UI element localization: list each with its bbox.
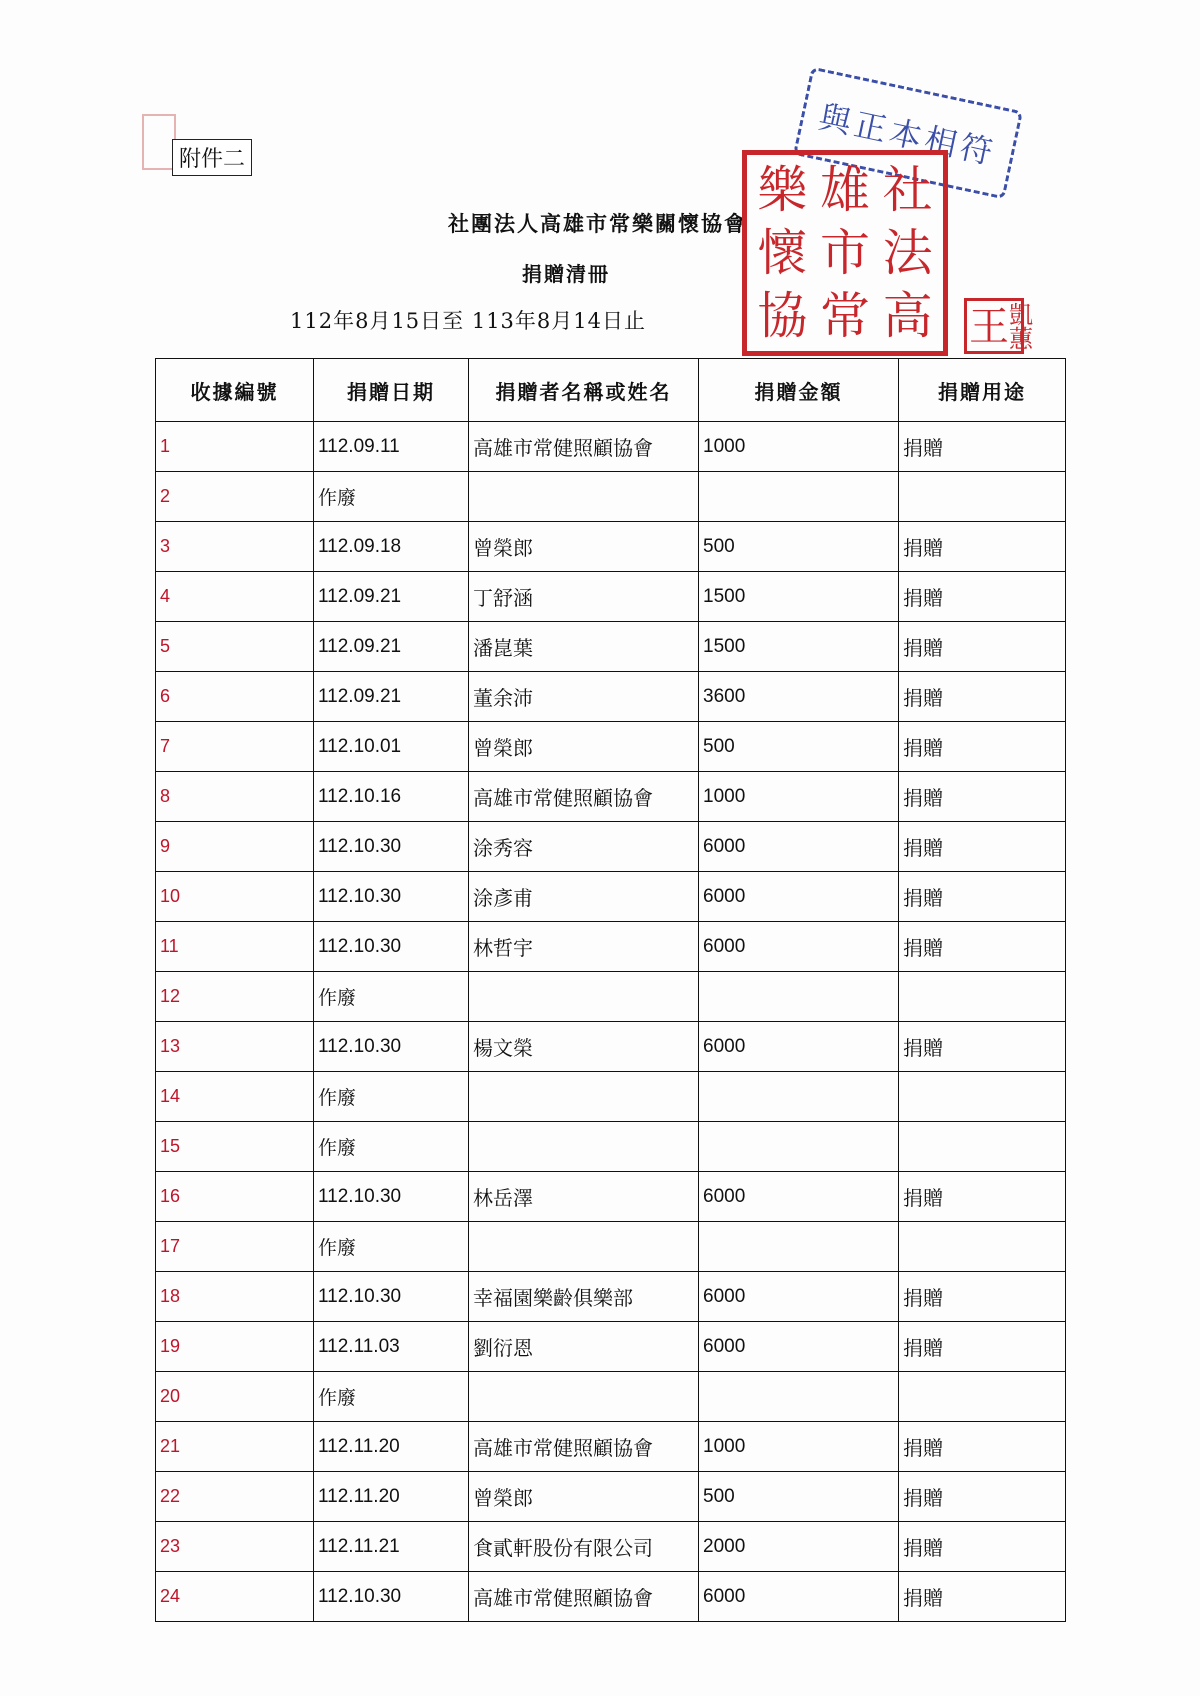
date-cell: 112.10.30 xyxy=(314,822,469,872)
document-title: 社團法人高雄市常樂關懷協會 xyxy=(448,211,747,236)
header-receipt-no: 收據編號 xyxy=(156,359,314,422)
table-row xyxy=(156,622,1066,672)
amount-cell: 1500 xyxy=(699,572,899,622)
purpose-cell: 捐贈 xyxy=(899,872,1066,922)
amount-cell: 6000 xyxy=(699,922,899,972)
certified-copy-stamp: 與正本相符 xyxy=(793,67,1023,200)
date-cell: 112.10.30 xyxy=(314,1272,469,1322)
date-cell: 作廢 xyxy=(314,472,469,522)
amount-cell: 1000 xyxy=(699,1422,899,1472)
purpose-cell: 捐贈 xyxy=(899,672,1066,722)
org-seal-char-0: 社 xyxy=(882,161,933,220)
donor-cell xyxy=(469,472,699,522)
purpose-cell: 捐贈 xyxy=(899,822,1066,872)
purpose-cell xyxy=(899,1072,1066,1122)
amount-cell: 6000 xyxy=(699,872,899,922)
purpose-cell: 捐贈 xyxy=(899,422,1066,472)
receipt-no-cell: 9 xyxy=(156,822,314,872)
name-seal-surname: 王 xyxy=(969,304,1009,350)
receipt-no-cell: 3 xyxy=(156,522,314,572)
date-cell: 作廢 xyxy=(314,1122,469,1172)
receipt-no-cell: 4 xyxy=(156,572,314,622)
date-cell: 112.11.20 xyxy=(314,1472,469,1522)
donor-cell: 高雄市常健照顧協會 xyxy=(469,1422,699,1472)
table-row xyxy=(156,1522,1066,1572)
donor-cell: 董余沛 xyxy=(469,672,699,722)
amount-cell: 6000 xyxy=(699,822,899,872)
donor-cell: 涂秀容 xyxy=(469,822,699,872)
amount-cell: 6000 xyxy=(699,1022,899,1072)
table-row xyxy=(156,522,1066,572)
receipt-no-cell: 17 xyxy=(156,1222,314,1272)
purpose-cell xyxy=(899,972,1066,1022)
purpose-cell xyxy=(899,1222,1066,1272)
amount-cell: 500 xyxy=(699,1472,899,1522)
table-row xyxy=(156,1072,1066,1122)
amount-cell xyxy=(699,1122,899,1172)
faint-seal-mark xyxy=(142,114,176,170)
date-cell: 112.10.30 xyxy=(314,922,469,972)
table-row xyxy=(156,1172,1066,1222)
receipt-no-cell: 10 xyxy=(156,872,314,922)
table-row xyxy=(156,1122,1066,1172)
purpose-cell: 捐贈 xyxy=(899,622,1066,672)
date-cell: 112.09.21 xyxy=(314,622,469,672)
receipt-no-cell: 14 xyxy=(156,1072,314,1122)
receipt-no-cell: 16 xyxy=(156,1172,314,1222)
donor-cell xyxy=(469,1072,699,1122)
date-cell: 112.10.30 xyxy=(314,1172,469,1222)
amount-cell: 2000 xyxy=(699,1522,899,1572)
donor-cell: 潘崑葉 xyxy=(469,622,699,672)
date-cell: 112.09.21 xyxy=(314,672,469,722)
donor-cell: 食貳軒股份有限公司 xyxy=(469,1522,699,1572)
table-row xyxy=(156,1322,1066,1372)
header-amount: 捐贈金額 xyxy=(699,359,899,422)
donor-cell: 幸福園樂齡俱樂部 xyxy=(469,1272,699,1322)
purpose-cell: 捐贈 xyxy=(899,572,1066,622)
org-seal-char-8: 協 xyxy=(757,286,808,345)
date-cell: 112.11.03 xyxy=(314,1322,469,1372)
name-seal-given-1: 凱 xyxy=(1009,301,1033,329)
receipt-no-cell: 21 xyxy=(156,1422,314,1472)
receipt-no-cell: 20 xyxy=(156,1372,314,1422)
table-row xyxy=(156,672,1066,722)
org-seal-char-3: 雄 xyxy=(820,161,870,220)
donation-table xyxy=(155,358,1066,1622)
table-body xyxy=(156,422,1066,1622)
date-cell: 112.10.30 xyxy=(314,1022,469,1072)
receipt-no-cell: 8 xyxy=(156,772,314,822)
table-row xyxy=(156,872,1066,922)
org-seal-char-5: 常 xyxy=(820,286,870,345)
org-seal-char-4: 市 xyxy=(820,223,870,282)
amount-cell xyxy=(699,1222,899,1272)
document-subtitle: 捐贈清冊 xyxy=(522,262,610,286)
receipt-no-cell: 5 xyxy=(156,622,314,672)
table-row xyxy=(156,1022,1066,1072)
table-row xyxy=(156,1222,1066,1272)
amount-cell: 1000 xyxy=(699,772,899,822)
table-header-row xyxy=(156,359,1066,422)
date-cell: 作廢 xyxy=(314,1372,469,1422)
amount-cell xyxy=(699,1072,899,1122)
document-period: 112年8月15日至 113年8月14日止 xyxy=(290,309,647,333)
donor-cell: 高雄市常健照顧協會 xyxy=(469,422,699,472)
receipt-no-cell: 19 xyxy=(156,1322,314,1372)
table-row xyxy=(156,1272,1066,1322)
donor-cell: 丁舒涵 xyxy=(469,572,699,622)
amount-cell: 1500 xyxy=(699,622,899,672)
table-row xyxy=(156,1422,1066,1472)
date-cell: 作廢 xyxy=(314,1072,469,1122)
donor-cell xyxy=(469,1222,699,1272)
amount-cell xyxy=(699,972,899,1022)
donor-cell: 曾榮郎 xyxy=(469,722,699,772)
table-row xyxy=(156,1472,1066,1522)
table-row xyxy=(156,1572,1066,1622)
table-row xyxy=(156,722,1066,772)
donor-cell: 曾榮郎 xyxy=(469,522,699,572)
table-row xyxy=(156,922,1066,972)
date-cell: 112.10.16 xyxy=(314,772,469,822)
amount-cell xyxy=(699,1372,899,1422)
table-row xyxy=(156,472,1066,522)
table-row xyxy=(156,572,1066,622)
header-donor: 捐贈者名稱或姓名 xyxy=(469,359,699,422)
donor-cell: 高雄市常健照顧協會 xyxy=(469,1572,699,1622)
donor-cell: 高雄市常健照顧協會 xyxy=(469,772,699,822)
donor-cell: 曾榮郎 xyxy=(469,1472,699,1522)
donor-cell xyxy=(469,1372,699,1422)
header-purpose: 捐贈用途 xyxy=(899,359,1066,422)
purpose-cell: 捐贈 xyxy=(899,1272,1066,1322)
date-cell: 112.10.01 xyxy=(314,722,469,772)
amount-cell: 500 xyxy=(699,722,899,772)
receipt-no-cell: 15 xyxy=(156,1122,314,1172)
receipt-no-cell: 11 xyxy=(156,922,314,972)
purpose-cell xyxy=(899,1122,1066,1172)
table-row xyxy=(156,1372,1066,1422)
receipt-no-cell: 13 xyxy=(156,1022,314,1072)
purpose-cell: 捐贈 xyxy=(899,722,1066,772)
receipt-no-cell: 24 xyxy=(156,1572,314,1622)
date-cell: 112.10.30 xyxy=(314,872,469,922)
receipt-no-cell: 7 xyxy=(156,722,314,772)
amount-cell: 6000 xyxy=(699,1272,899,1322)
org-seal-char-2: 高 xyxy=(882,286,933,345)
purpose-cell: 捐贈 xyxy=(899,1322,1066,1372)
receipt-no-cell: 18 xyxy=(156,1272,314,1322)
amount-cell xyxy=(699,472,899,522)
purpose-cell: 捐贈 xyxy=(899,772,1066,822)
purpose-cell: 捐贈 xyxy=(899,1472,1066,1522)
date-cell: 112.10.30 xyxy=(314,1572,469,1622)
donor-cell: 楊文榮 xyxy=(469,1022,699,1072)
organization-seal xyxy=(742,150,948,356)
donor-cell: 劉衍恩 xyxy=(469,1322,699,1372)
name-seal-given-2: 蕙 xyxy=(1009,325,1033,353)
table-row xyxy=(156,822,1066,872)
purpose-cell xyxy=(899,472,1066,522)
date-cell: 112.09.21 xyxy=(314,572,469,622)
receipt-no-cell: 22 xyxy=(156,1472,314,1522)
amount-cell: 1000 xyxy=(699,422,899,472)
date-cell: 作廢 xyxy=(314,1222,469,1272)
amount-cell: 6000 xyxy=(699,1172,899,1222)
purpose-cell: 捐贈 xyxy=(899,1522,1066,1572)
header-date: 捐贈日期 xyxy=(314,359,469,422)
date-cell: 112.09.11 xyxy=(314,422,469,472)
purpose-cell xyxy=(899,1372,1066,1422)
org-seal-char-7: 懷 xyxy=(757,223,808,282)
receipt-no-cell: 1 xyxy=(156,422,314,472)
receipt-no-cell: 6 xyxy=(156,672,314,722)
amount-cell: 6000 xyxy=(699,1572,899,1622)
date-cell: 112.09.18 xyxy=(314,522,469,572)
purpose-cell: 捐贈 xyxy=(899,1572,1066,1622)
donor-cell: 涂彥甫 xyxy=(469,872,699,922)
donor-cell xyxy=(469,972,699,1022)
attachment-label: 附件二 xyxy=(172,139,252,176)
purpose-cell: 捐贈 xyxy=(899,1022,1066,1072)
table-row xyxy=(156,422,1066,472)
purpose-cell: 捐贈 xyxy=(899,522,1066,572)
receipt-no-cell: 12 xyxy=(156,972,314,1022)
org-seal-char-6: 樂 xyxy=(757,161,808,220)
donor-cell xyxy=(469,1122,699,1172)
purpose-cell: 捐贈 xyxy=(899,1172,1066,1222)
receipt-no-cell: 2 xyxy=(156,472,314,522)
amount-cell: 500 xyxy=(699,522,899,572)
date-cell: 作廢 xyxy=(314,972,469,1022)
purpose-cell: 捐贈 xyxy=(899,922,1066,972)
donor-cell: 林岳澤 xyxy=(469,1172,699,1222)
personal-name-seal xyxy=(964,298,1033,354)
date-cell: 112.11.20 xyxy=(314,1422,469,1472)
amount-cell: 3600 xyxy=(699,672,899,722)
purpose-cell: 捐贈 xyxy=(899,1422,1066,1472)
table-row xyxy=(156,772,1066,822)
donor-cell: 林哲宇 xyxy=(469,922,699,972)
org-seal-char-1: 法 xyxy=(882,223,933,282)
receipt-no-cell: 23 xyxy=(156,1522,314,1572)
amount-cell: 6000 xyxy=(699,1322,899,1372)
table-row xyxy=(156,972,1066,1022)
date-cell: 112.11.21 xyxy=(314,1522,469,1572)
